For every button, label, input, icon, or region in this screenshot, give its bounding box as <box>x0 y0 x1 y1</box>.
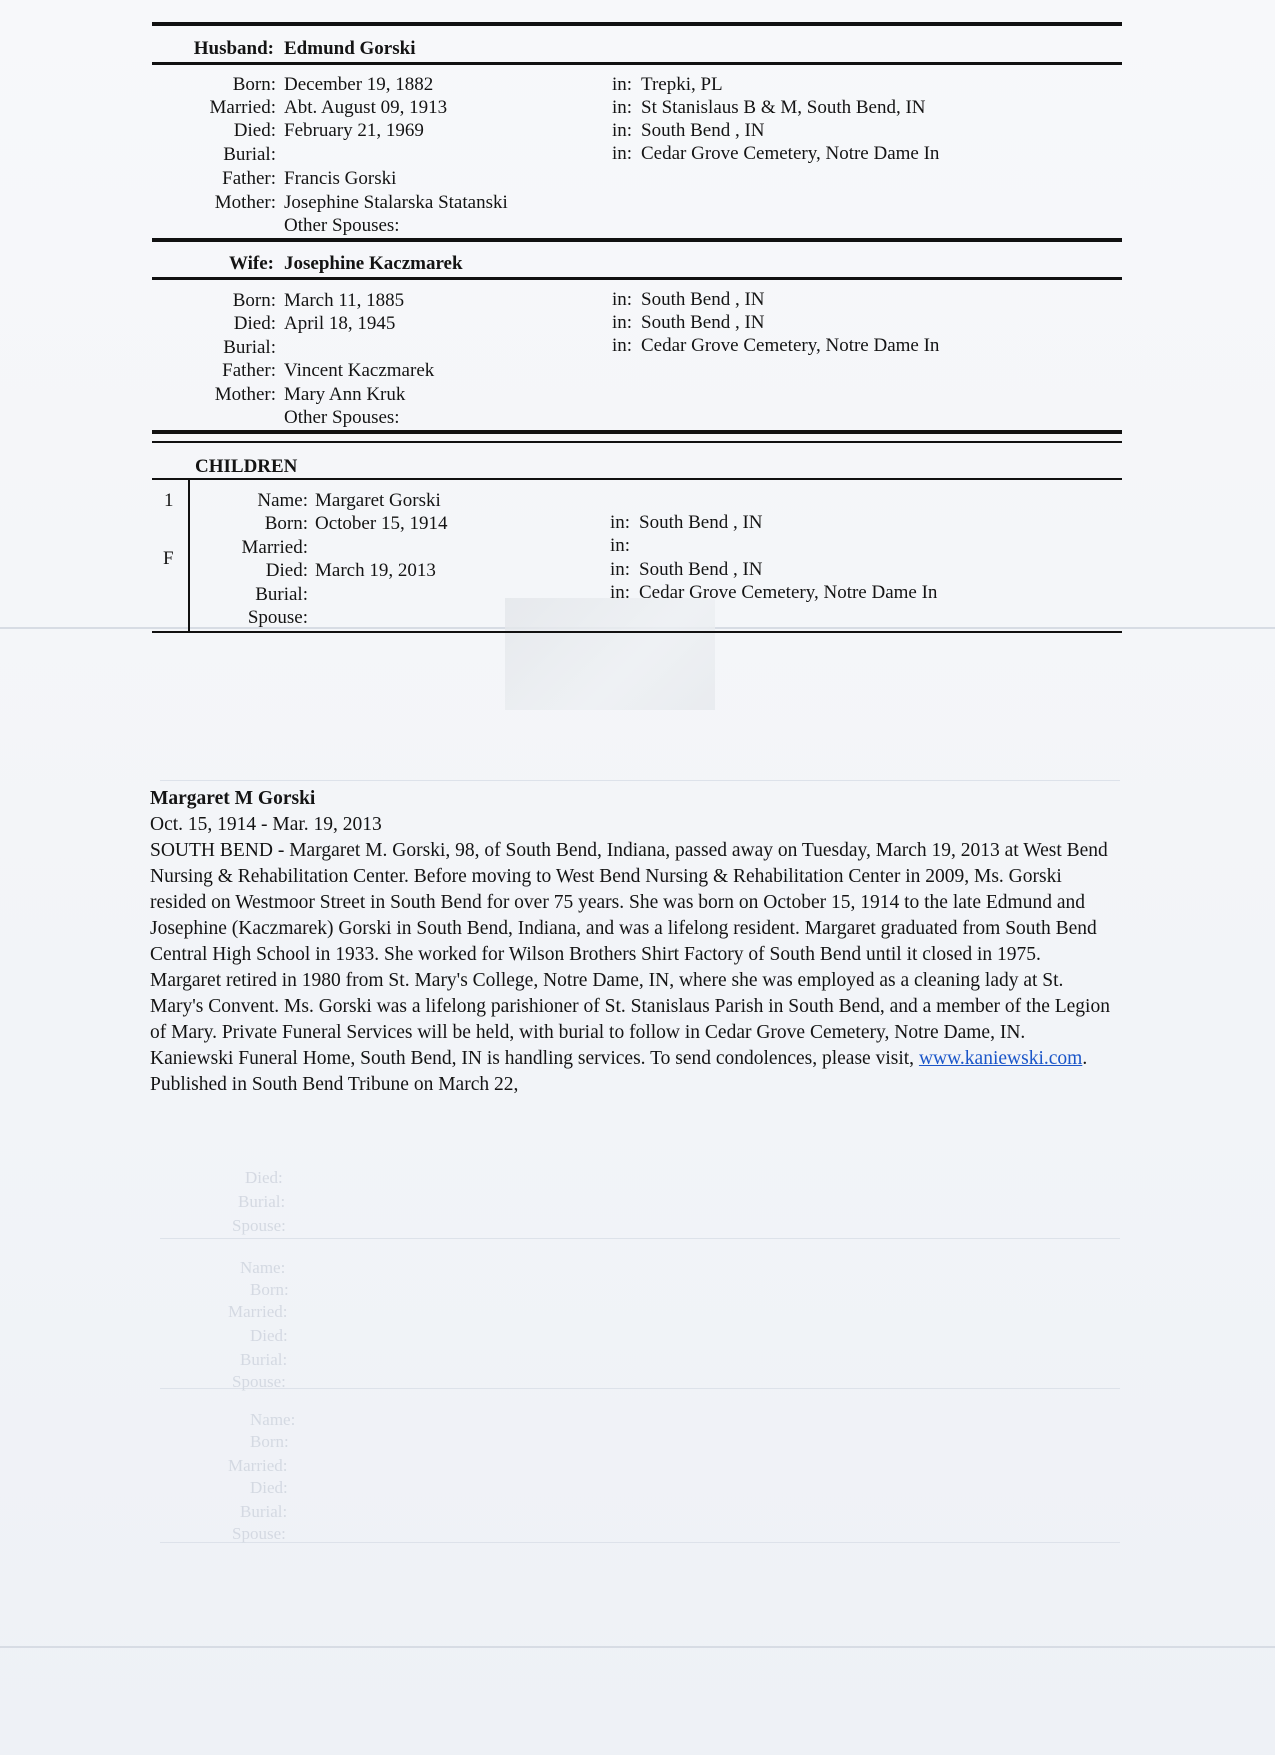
wife-other-spouses: Other Spouses: <box>284 407 400 428</box>
children-double-rule-top <box>152 430 1122 434</box>
husband-name: Edmund Gorski <box>284 38 416 59</box>
children-double-rule-bottom <box>152 441 1122 443</box>
children-header-rule <box>152 478 1122 480</box>
obituary-title: Margaret M Gorski <box>150 788 316 809</box>
husband-other-spouses: Other Spouses: <box>284 215 400 236</box>
husband-header-rule <box>152 62 1122 65</box>
obituary-dates: Oct. 15, 1914 - Mar. 19, 2013 <box>150 814 382 835</box>
paper-stain <box>505 598 715 710</box>
funeral-home-link[interactable]: www.kaniewski.com <box>918 1048 1083 1069</box>
top-rule <box>152 22 1122 26</box>
child-number: 1 <box>164 490 174 511</box>
child-divider-line <box>188 480 190 633</box>
wife-name: Josephine Kaczmarek <box>284 253 463 274</box>
obituary-body <box>150 838 1110 1072</box>
obituary <box>150 786 1110 1098</box>
children-header: CHILDREN <box>195 456 298 477</box>
obituary-published: Published in South Bend Tribune on March 22, <box>150 1074 519 1095</box>
paper-edge <box>0 1646 1275 1648</box>
child-sex: F <box>163 548 174 569</box>
obituary-link-period: . <box>1082 1048 1088 1069</box>
wife-top-rule <box>152 238 1122 242</box>
paper-background: Died: Burial: Spouse: Name: Born: Married: Died: Burial: Spouse: Name: Born: Married: Died: Burial: Spouse: Husband: Edmund Gorski Born: December 19, 1882 in: Trepki, PL Married: Abt. August 09, 1913 in: St Stanislaus B & M, South Bend, IN Died: February 21, 1969 in: South Bend , IN Burial: in: Cedar Grove Cemetery, Notre Dame In Father: Francis Gorski Mother: Josephine Stalarska Statanski Other Spouses: Wife: Josephine Kaczmarek Born: March 11, 1885 in: South Bend , IN Died: April 18, 1945 in: South Bend , IN Burial: in: Cedar Grove Cemetery, Notre Dame In Father: Vincent Kaczmarek Mother: Mary Ann Kruk Other Spouses: CHILDREN 1 F Name: Margaret Gorski Born: October 15, 1914 in: South Bend , IN Married: in: Died: March 19, 2013 in: South Bend , IN Burial: in: Cedar Grove Cemetery, Notre Dame In Spouse: Margaret M Gorski Oct. 15, 1914 - Mar. 19, 2013 SOUTH BEND - Margaret M. Gorski, 98, of South Bend, Indiana, passed away on Tuesday, March 19, 2013 at West Bend Nursing & Rehabilitation Center. Before moving to West Bend Nursing & Rehabilitation Center in 2009, Ms. Gorski resided on Westmoor Street in South Bend for over 75 years. She was born on October 15, 1914 to the late Edmund and Josephine (Kaczmarek) Gorski in South Bend, Indiana, and was a lifelong resident. Margaret graduated from South Bend Central High School in 1933. She worked for Wilson Brothers Shirt Factory of South Bend until it closed in 1975. Margaret retired in 1980 from St. Mary's College, Notre Dame, IN, where she was employed as a cleaning lady at St. Mary's Convent. Ms. Gorski was a lifelong parishioner of St. Stanislaus Parish in South Bend, and a member of the Legion of Mary. Private Funeral Services will be held, with burial to follow in Cedar Grove Cemetery, Notre Dame, IN. Kaniewski Funeral Home, South Bend, IN is handling services. To send condolences, please visit, www.kaniewski.com. Published in South Bend Tribune on March 22, <box>0 0 1275 1755</box>
obituary-text: SOUTH BEND - Margaret M. Gorski, 98, of South Bend, Indiana, passed away on Tuesday, March 19, 2013 at West Bend Nursing & Rehabilitation Center. Before moving to West Bend Nursing & Rehabilitation Center in 2009, Ms. Gorski resided on Westmoor Street in South Bend for over 75 years. She was born on October 15, 1914 to the late Edmund and Josephine (Kaczmarek) Gorski in South Bend, Indiana, and was a lifelong resident. Margaret graduated from South Bend Central High School in 1933. She worked for Wilson Brothers Shirt Factory of South Bend until it closed in 1975. Margaret retired in 1980 from St. Mary's College, Notre Dame, IN, where she was employed as a cleaning lady at St. Mary's Convent. Ms. Gorski was a lifelong parishioner of St. Stanislaus Parish in South Bend, and a member of the Legion of Mary. Private Funeral Services will be held, with burial to follow in Cedar Grove Cemetery, Notre Dame, IN. Kaniewski Funeral Home, South Bend, IN is handling services. To send condolences, please visit, <box>150 840 1110 1069</box>
child-bottom-rule <box>152 631 1122 633</box>
wife-header-label: Wife: <box>228 253 274 274</box>
wife-header-rule <box>152 277 1122 280</box>
husband-header-label: Husband: <box>193 38 274 59</box>
